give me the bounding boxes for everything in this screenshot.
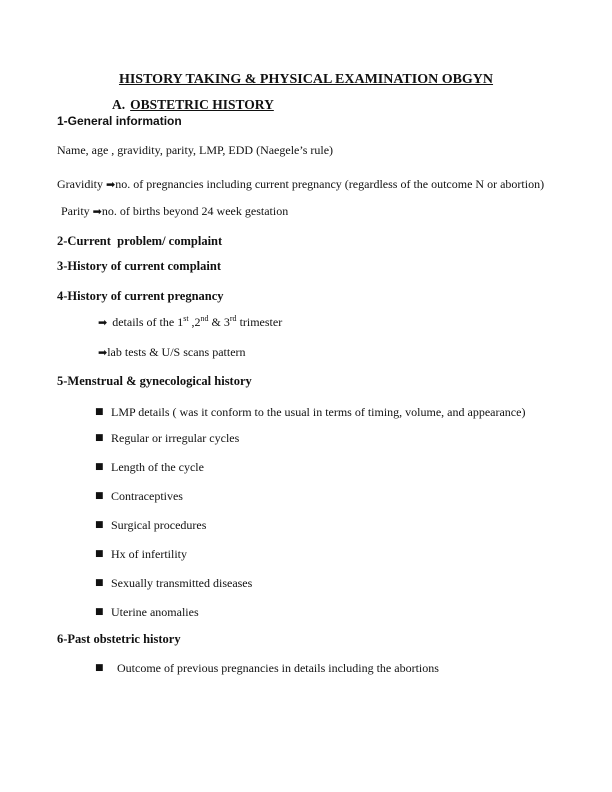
list-item-previous-pregnancies-outcome — [95, 657, 555, 679]
list-item-cycle-length — [95, 456, 555, 478]
square-bullet-icon: ■ — [95, 462, 104, 472]
superscript-st: st — [183, 314, 189, 323]
square-bullet-icon: ■ — [95, 549, 104, 559]
heading-past-obstetric-history: 6-Past obstetric history — [57, 632, 181, 646]
square-bullet-icon: ■ — [95, 578, 104, 588]
paragraph-parity-definition — [57, 201, 555, 222]
list-item-text: Length of the cycle — [111, 460, 204, 474]
superscript-nd: nd — [200, 314, 209, 323]
list-item-text: Surgical procedures — [111, 518, 207, 532]
square-bullet-icon: ■ — [95, 491, 104, 501]
list-item-hx-infertility — [95, 543, 555, 565]
list-item-uterine-anomalies — [95, 601, 555, 623]
square-bullet-icon: ■ — [95, 607, 104, 617]
superscript-rd: rd — [229, 314, 237, 323]
right-arrow-icon: ➡ — [98, 346, 108, 359]
parity-term: Parity — [61, 204, 93, 218]
list-item-text: Contraceptives — [111, 489, 183, 503]
list-item-sexually-transmitted-diseases — [95, 572, 555, 594]
square-bullet-icon: ■ — [95, 520, 104, 530]
section-heading-obstetric-history — [112, 97, 555, 113]
page-title: HISTORY TAKING & PHYSICAL EXAMINATION OBGYN — [118, 72, 494, 87]
heading-current-problem: 2-Current problem/ complaint — [57, 234, 223, 248]
heading-history-current-complaint: 3-History of current complaint — [57, 259, 221, 273]
list-item-text: Hx of infertility — [111, 547, 187, 561]
trimester-text-part: & 3 — [208, 315, 230, 329]
heading-general-information: 1-General information — [57, 114, 182, 128]
list-item-text: Uterine anomalies — [111, 605, 199, 619]
gravidity-term: Gravidity — [57, 177, 106, 191]
list-item-trimester-details — [98, 312, 555, 333]
section-title: OBSTETRIC HISTORY — [130, 97, 274, 112]
list-item-surgical-procedures — [95, 514, 555, 536]
right-arrow-icon: ➡ — [98, 316, 108, 329]
gravidity-definition-text: no. of pregnancies including current pregnancy (regardless of the outcome N or abortion) — [115, 177, 545, 191]
section-letter: A. — [112, 97, 126, 112]
lab-tests-text: lab tests & U/S scans pattern — [107, 345, 246, 359]
trimester-text-part: ,2 — [188, 315, 201, 329]
list-item-text: LMP details ( was it conform to the usual in terms of timing, volume, and appearance) — [111, 405, 526, 419]
square-bullet-icon: ■ — [95, 433, 104, 443]
heading-menstrual-gynecological-history: 5-Menstrual & gynecological history — [57, 374, 252, 388]
list-item-lmp-details — [95, 401, 555, 423]
list-item-text: Regular or irregular cycles — [111, 431, 240, 445]
list-item-text: Sexually transmitted diseases — [111, 576, 253, 590]
right-arrow-icon: ➡ — [92, 205, 102, 218]
square-bullet-icon: ■ — [95, 663, 104, 673]
trimester-text-part: trimester — [236, 315, 283, 329]
list-item-contraceptives — [95, 485, 555, 507]
heading-history-current-pregnancy: 4-History of current pregnancy — [57, 289, 224, 303]
parity-definition-text: no. of births beyond 24 week gestation — [101, 204, 289, 218]
paragraph-gravidity-definition — [57, 174, 555, 195]
trimester-text-part: details of the 1 — [112, 315, 184, 329]
list-item-regular-irregular-cycles — [95, 427, 555, 449]
list-item-text: Outcome of previous pregnancies in details including the abortions — [117, 661, 439, 675]
right-arrow-icon: ➡ — [106, 178, 116, 191]
document-content — [57, 70, 555, 686]
list-item-lab-tests — [98, 342, 555, 363]
square-bullet-icon: ■ — [95, 407, 104, 417]
paragraph-general-info: Name, age , gravidity, parity, LMP, EDD (Naegele’s rule) — [57, 143, 334, 157]
